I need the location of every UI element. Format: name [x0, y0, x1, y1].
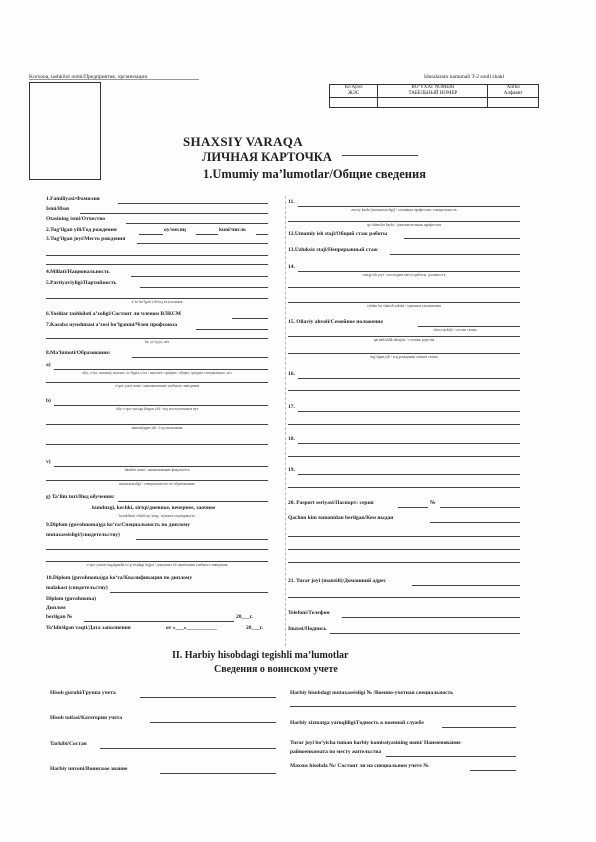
- edu-v-field-2[interactable]: [46, 480, 268, 481]
- field-15-caption-1: oilasi tarkibi / состав семьи: [433, 328, 477, 332]
- military-group-field[interactable]: [140, 697, 276, 698]
- name-label: Ismi/Имя: [46, 206, 69, 212]
- field-11-label: 11.: [288, 199, 295, 205]
- passport-issuer-field-4[interactable]: [288, 562, 520, 563]
- birth-month-field[interactable]: [196, 234, 218, 235]
- passport-label: 20. Pasport seriyasi/Паспорт: серия: [288, 500, 374, 506]
- edu-caption-6: mutaxassisligi / специальность по образованию: [119, 482, 195, 486]
- military-category-field[interactable]: [150, 722, 276, 723]
- title-ru: ЛИЧНАЯ КАРТОЧКА: [202, 150, 332, 164]
- field-11-caption-1: asosiy kasbi (mutaxassisligi) / основная профессия, специальность: [351, 208, 457, 212]
- reg-col3: Alifbo Алфавит: [488, 85, 539, 98]
- military-special-field[interactable]: [470, 770, 516, 771]
- field-12-label: 12.Umumiy ish staji/Общий стаж работы: [288, 231, 388, 237]
- organization-label: Korxona, tashkilot nomi/Предприятие, организация: [29, 74, 147, 80]
- field-15-caption-2: qarindoshlik darajasi / степень родства: [373, 338, 435, 342]
- birthdate-label: 2.Tug‘ilgan yili/Год рождения: [46, 227, 117, 233]
- military-rank-label: Harbiy unvoni/Воинское звание: [50, 766, 128, 772]
- diploma-number-label-ru: Диплом: [46, 605, 66, 611]
- filled-date: от «___»___________: [166, 625, 217, 631]
- birthplace-field[interactable]: [137, 243, 268, 244]
- phone-field[interactable]: [342, 617, 520, 618]
- section2-title-ru: Сведения о воинском учете: [214, 664, 338, 675]
- form-note: Idoralararo namunali T-2 sonli shakl: [424, 74, 505, 80]
- field-18-input-2[interactable]: [288, 456, 520, 457]
- issued-label: berilgan №: [46, 614, 73, 620]
- nationality-label: 4.Millati/Национальность: [46, 269, 110, 275]
- diploma-field[interactable]: [136, 539, 268, 540]
- field-13-label: 13.Uzluksiz staji/Непрерывный стаж: [288, 247, 378, 253]
- edu-v-label: v): [46, 459, 51, 465]
- field-19-input-2[interactable]: [288, 487, 520, 488]
- field-13-input[interactable]: [390, 254, 520, 255]
- name-field[interactable]: [80, 213, 268, 214]
- address-field[interactable]: [412, 585, 520, 586]
- issued-number-field[interactable]: [84, 621, 234, 622]
- field-14-input-3[interactable]: [288, 302, 520, 303]
- title-uz: SHAXSIY VARAQA: [183, 134, 303, 149]
- union-caption: ha, yo‘q/да, нет: [144, 340, 170, 344]
- address-label: 21. Turar joyi (manzili)/Домашний адрес: [288, 578, 387, 584]
- field-15-label: 15. Oilaviy ahvoli/Семейное положение: [288, 319, 383, 325]
- military-specialty-field[interactable]: [290, 706, 516, 707]
- education-label: 8.Ma’lumoti/Образование:: [46, 350, 111, 356]
- reg-col1: Kr/Apwl ЖЭС: [330, 85, 378, 98]
- field-14-caption-1: oxirgi ish joyi / последнее место работы, должность: [362, 273, 446, 277]
- field-15-input-3[interactable]: [288, 353, 520, 354]
- edu-a-field[interactable]: [54, 369, 268, 370]
- military-fitness-field[interactable]: [442, 727, 516, 728]
- edu-caption-5: fakultet nomi / наименование факультета: [124, 468, 190, 472]
- union-field[interactable]: [196, 329, 268, 330]
- section1-title: 1.Umumiy ma’lumotlar/Общие сведения: [203, 167, 426, 181]
- passport-issuer-label: Qachon kim tomonidan berilgan/Кем выдан: [288, 515, 394, 521]
- issued-year: 20___г.: [236, 614, 254, 620]
- diploma-label: 9.Diplom (guvohnoma)ga ko‘ra/Специальность по диплому: [46, 522, 191, 528]
- field-15-input[interactable]: [418, 326, 520, 327]
- field-16-input-2[interactable]: [288, 390, 520, 391]
- passport-issuer-field-3[interactable]: [288, 549, 520, 550]
- party-label: 5.Partiyaviyligi/Партийность: [46, 280, 117, 286]
- field-17-label: 17.: [288, 404, 295, 410]
- party-field-2[interactable]: [46, 298, 268, 299]
- diploma-field-3[interactable]: [46, 561, 268, 562]
- field-18-input[interactable]: [298, 443, 520, 444]
- study-form-values: kunduzgi, kechki, sirtqi/дневное, вечернее, заочное: [92, 505, 216, 511]
- diploma-number-label: Diplom (guvohnoma): [46, 596, 96, 602]
- qualification-field[interactable]: [110, 592, 268, 593]
- union-field-2[interactable]: [46, 338, 268, 339]
- birthplace-field-2[interactable]: [46, 255, 268, 256]
- field-17-input[interactable]: [298, 411, 520, 412]
- passport-number-label: №: [430, 500, 436, 506]
- passport-number-field[interactable]: [440, 507, 520, 508]
- field-14-caption-2: ishdan bo‘shatish sababi / причина увольнения: [367, 304, 441, 308]
- military-special-label: Maxsus hisobda №/ Состоит ли на специальном учете №: [290, 763, 429, 769]
- military-office-field[interactable]: [386, 756, 516, 757]
- field-16-input[interactable]: [298, 378, 520, 379]
- registration-table: [329, 84, 539, 108]
- military-rank-field[interactable]: [160, 773, 276, 774]
- military-office-label: Turar joyi bo‘yicha tuman harbiy komissiyasining nomi/ Наименование: [290, 740, 461, 746]
- birth-day-field[interactable]: [256, 234, 268, 235]
- field-11-input[interactable]: [298, 206, 520, 207]
- military-specialty-label: Harbiy hisobdagi mutaxassisligi № /Военно-учетная специальность: [290, 690, 454, 696]
- nationality-field[interactable]: [131, 276, 268, 277]
- passport-series-field[interactable]: [398, 507, 428, 508]
- signature-label: Imzosi/Подпись: [288, 626, 327, 632]
- union-label: 7.Kasaba uyushmasi a’zosi bo‘lganmi/Член профсоюза: [46, 322, 178, 328]
- diploma-field-2[interactable]: [46, 549, 268, 550]
- party-caption: a’zo bo‘lgan yili/год вступления: [131, 300, 183, 304]
- field-12-input[interactable]: [404, 238, 520, 239]
- birthplace-label: 3.Tug‘ilgan joyi/Место рождения: [46, 236, 126, 242]
- military-composition-label: Tarkibi/Состав: [50, 741, 87, 747]
- birth-year-field[interactable]: [139, 234, 163, 235]
- surname-field[interactable]: [118, 203, 268, 204]
- organization-line[interactable]: [29, 79, 199, 80]
- phone-label: Telefoni/Телефон: [288, 610, 330, 616]
- field-15-caption-3: tug‘ilgan yili / год рождения членов семьи: [370, 355, 438, 359]
- passport-issuer-field[interactable]: [430, 522, 520, 523]
- patronymic-label: Otasining ismi/Отчество: [46, 216, 106, 222]
- education-field[interactable]: [132, 357, 268, 358]
- edu-a-field-2[interactable]: [46, 382, 268, 383]
- ylcu-field[interactable]: [232, 318, 268, 319]
- reg-col2: RO‘YXAT NOMERI ТАБЕЛЬНЫЙ НОМЕР: [378, 85, 488, 98]
- photo-box: [29, 82, 101, 180]
- edu-a-label: a): [46, 362, 51, 368]
- qualification-label: 10.Diplom (guvohnoma)ga ko‘ra/Квалификация по диплому: [46, 575, 193, 581]
- edu-b-field[interactable]: [54, 405, 268, 406]
- field-11-caption-2: qo‘shimcha kasbi / дополнительная профессия: [367, 223, 441, 227]
- edu-caption-2: o‘quv yurti nomi / наименование учебного заведения: [114, 384, 200, 388]
- field-11-input-2[interactable]: [288, 221, 520, 222]
- reg-value-3[interactable]: [488, 98, 539, 108]
- field-15-input-2[interactable]: [288, 336, 520, 337]
- edu-caption-1: oliy, o‘rta, umumiy, maxsus, to‘liqsiz o‘rta / высшее, среднее, общее, среднее специальное, н/о: [82, 371, 232, 375]
- study-form-caption: keraklisini chizib qo‘ying / нужное подчеркнуть: [119, 514, 195, 518]
- filled-label: To‘ldirilgan vaqti/Дата заполнения: [46, 625, 131, 631]
- military-office-label-2: райвоенкомата по месту жительства: [290, 749, 382, 755]
- military-category-label: Hisob toifasi/Категория учета: [50, 715, 123, 721]
- qualification-caption: o‘quv yurtini tugatganlik to‘g‘risidagi hujjat / документ об окончании учебного заведения: [86, 563, 228, 567]
- party-field[interactable]: [140, 287, 268, 288]
- field-19-label: 19.: [288, 467, 295, 473]
- military-group-label: Hisob guruhi/Группа учета: [50, 690, 116, 696]
- birthplace-field-3[interactable]: [46, 264, 268, 265]
- reg-value-1[interactable]: [330, 98, 378, 108]
- surname-label: 1.Familiyasi/Фамилия: [46, 196, 100, 202]
- edu-b-field-3[interactable]: [46, 444, 268, 445]
- qualification-label-2: malakasi (свидетельству): [46, 585, 108, 591]
- field-18-label: 18.: [288, 436, 295, 442]
- edu-caption-3: oliy o‘quv yurtiga kirgan yili / год поступления в вуз: [115, 407, 199, 411]
- study-form-field[interactable]: [118, 501, 268, 502]
- edu-v-field[interactable]: [54, 466, 268, 467]
- field-19-input[interactable]: [298, 474, 520, 475]
- military-composition-field[interactable]: [100, 748, 276, 749]
- field-16-label: 16.: [288, 371, 295, 377]
- edu-b-field-2[interactable]: [46, 424, 268, 425]
- ylcu-label: 6.Yoshlar tashkiloti a’zoligi/Состоит ли членом ВЛКСМ: [46, 311, 181, 317]
- military-fitness-label: Harbiy xizmatga yaroqliligi/Годность к военной службе: [290, 720, 424, 726]
- month-label: oy/месяц: [164, 227, 186, 233]
- column-divider: [285, 196, 286, 646]
- edu-caption-4: tamomlagan yili / год окончания: [131, 426, 183, 430]
- field-17-input-2[interactable]: [288, 424, 520, 425]
- address-field-2[interactable]: [288, 597, 520, 598]
- field-14-input[interactable]: [298, 271, 520, 272]
- patronymic-field[interactable]: [126, 223, 268, 224]
- study-form-label: g) Ta’lim turi/Вид обучения:: [46, 494, 115, 500]
- passport-issuer-field-2[interactable]: [288, 536, 520, 537]
- signature-field[interactable]: [330, 633, 520, 634]
- diploma-label-2: mutaxassisligi/(свидетельству): [46, 532, 120, 538]
- filled-year: 20___г.: [246, 625, 264, 631]
- day-label: kuni/число: [219, 227, 246, 233]
- edu-b-label: b): [46, 398, 51, 404]
- section2-title-uz: II. Harbiy hisobdagi tegishli ma’lumotlar: [172, 650, 349, 661]
- field-14-label: 14.: [288, 264, 295, 270]
- title-line: [342, 155, 418, 156]
- reg-value-2[interactable]: [378, 98, 488, 108]
- field-14-input-2[interactable]: [288, 287, 520, 288]
